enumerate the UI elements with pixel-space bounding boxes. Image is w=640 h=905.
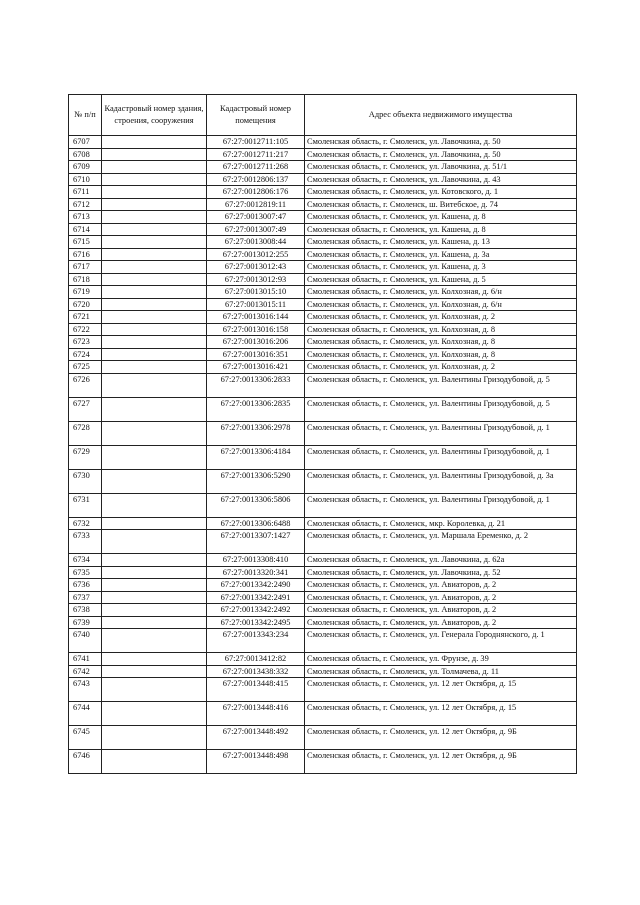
address-cell: Смоленская область, г. Смоленск, ул. Лавочкина, д. 50 <box>305 136 577 149</box>
building-cadastral-cell <box>102 678 207 702</box>
address-cell: Смоленская область, г. Смоленск, ул. Колхозная, д. 6/н <box>305 298 577 311</box>
premises-cadastral-cell: 67:27:0013306:2833 <box>207 373 305 397</box>
building-cadastral-cell <box>102 211 207 224</box>
building-cadastral-cell <box>102 591 207 604</box>
row-number-cell: 6724 <box>69 348 102 361</box>
premises-cadastral-cell: 67:27:0013007:47 <box>207 211 305 224</box>
table-row <box>69 604 577 617</box>
table-body <box>69 136 577 774</box>
address-cell: Смоленская область, г. Смоленск, ул. Колхозная, д. 6/н <box>305 286 577 299</box>
row-number-cell: 6733 <box>69 530 102 554</box>
building-cadastral-cell <box>102 198 207 211</box>
row-number-cell: 6713 <box>69 211 102 224</box>
building-cadastral-cell <box>102 530 207 554</box>
table-row <box>69 616 577 629</box>
table-row <box>69 530 577 554</box>
address-cell: Смоленская область, г. Смоленск, мкр. Королевка, д. 21 <box>305 517 577 530</box>
table-row <box>69 591 577 604</box>
building-cadastral-cell <box>102 336 207 349</box>
building-cadastral-cell <box>102 348 207 361</box>
premises-cadastral-cell: 67:27:0013306:2835 <box>207 397 305 421</box>
table-row <box>69 665 577 678</box>
table-row <box>69 311 577 324</box>
row-number-cell: 6744 <box>69 702 102 726</box>
address-cell: Смоленская область, г. Смоленск, ул. Колхозная, д. 8 <box>305 348 577 361</box>
premises-cadastral-cell: 67:27:0013448:415 <box>207 678 305 702</box>
building-cadastral-cell <box>102 750 207 774</box>
row-number-cell: 6722 <box>69 323 102 336</box>
row-number-cell: 6710 <box>69 173 102 186</box>
table-row <box>69 702 577 726</box>
building-cadastral-cell <box>102 173 207 186</box>
address-cell: Смоленская область, г. Смоленск, ул. Валентины Гризодубовой, д. 3а <box>305 469 577 493</box>
premises-cadastral-cell: 67:27:0013342:2491 <box>207 591 305 604</box>
table-row <box>69 517 577 530</box>
row-number-cell: 6743 <box>69 678 102 702</box>
address-cell: Смоленская область, г. Смоленск, ул. Валентины Гризодубовой, д. 1 <box>305 445 577 469</box>
row-number-cell: 6745 <box>69 726 102 750</box>
row-number-cell: 6731 <box>69 493 102 517</box>
row-number-cell: 6732 <box>69 517 102 530</box>
address-cell: Смоленская область, г. Смоленск, ул. 12 лет Октября, д. 15 <box>305 702 577 726</box>
table-row <box>69 421 577 445</box>
building-cadastral-cell <box>102 311 207 324</box>
row-number-cell: 6741 <box>69 653 102 666</box>
table-row <box>69 286 577 299</box>
address-cell: Смоленская область, г. Смоленск, ул. Кашена, д. 13 <box>305 236 577 249</box>
table-row <box>69 469 577 493</box>
row-number-cell: 6728 <box>69 421 102 445</box>
row-number-cell: 6716 <box>69 248 102 261</box>
premises-cadastral-cell: 67:27:0013448:416 <box>207 702 305 726</box>
address-cell: Смоленская область, г. Смоленск, ул. Фрунзе, д. 39 <box>305 653 577 666</box>
table-row <box>69 223 577 236</box>
building-cadastral-cell <box>102 148 207 161</box>
table-row <box>69 236 577 249</box>
row-number-cell: 6721 <box>69 311 102 324</box>
address-cell: Смоленская область, г. Смоленск, ул. Валентины Гризодубовой, д. 5 <box>305 373 577 397</box>
address-cell: Смоленская область, г. Смоленск, ул. Валентины Гризодубовой, д. 1 <box>305 421 577 445</box>
row-number-cell: 6727 <box>69 397 102 421</box>
address-cell: Смоленская область, г. Смоленск, ул. Лавочкина, д. 51/1 <box>305 161 577 174</box>
row-number-cell: 6746 <box>69 750 102 774</box>
building-cadastral-cell <box>102 445 207 469</box>
table-row <box>69 198 577 211</box>
row-number-cell: 6712 <box>69 198 102 211</box>
table-row <box>69 554 577 567</box>
address-cell: Смоленская область, г. Смоленск, ул. Кашена, д. 3 <box>305 261 577 274</box>
table-row <box>69 348 577 361</box>
premises-cadastral-cell: 67:27:0013306:5806 <box>207 493 305 517</box>
address-cell: Смоленская область, г. Смоленск, ул. Авиаторов, д. 2 <box>305 579 577 592</box>
building-cadastral-cell <box>102 665 207 678</box>
address-cell: Смоленская область, г. Смоленск, ул. 12 лет Октября, д. 9Б <box>305 750 577 774</box>
table-row <box>69 678 577 702</box>
table-row <box>69 173 577 186</box>
building-cadastral-cell <box>102 373 207 397</box>
building-cadastral-cell <box>102 702 207 726</box>
table-row <box>69 579 577 592</box>
table-row <box>69 726 577 750</box>
address-cell: Смоленская область, г. Смоленск, ул. Котовского, д. 1 <box>305 186 577 199</box>
row-number-cell: 6711 <box>69 186 102 199</box>
building-cadastral-cell <box>102 261 207 274</box>
building-cadastral-cell <box>102 186 207 199</box>
building-cadastral-cell <box>102 136 207 149</box>
building-cadastral-cell <box>102 223 207 236</box>
row-number-cell: 6730 <box>69 469 102 493</box>
building-cadastral-cell <box>102 397 207 421</box>
building-cadastral-cell <box>102 361 207 374</box>
header-building-cadastral: Кадастровый номер здания, строения, сооружения <box>102 95 207 136</box>
row-number-cell: 6740 <box>69 629 102 653</box>
row-number-cell: 6714 <box>69 223 102 236</box>
row-number-cell: 6729 <box>69 445 102 469</box>
premises-cadastral-cell: 67:27:0013016:158 <box>207 323 305 336</box>
premises-cadastral-cell: 67:27:0012806:137 <box>207 173 305 186</box>
premises-cadastral-cell: 67:27:0013438:332 <box>207 665 305 678</box>
address-cell: Смоленская область, г. Смоленск, ул. 12 лет Октября, д. 9Б <box>305 726 577 750</box>
building-cadastral-cell <box>102 629 207 653</box>
premises-cadastral-cell: 67:27:0013016:206 <box>207 336 305 349</box>
building-cadastral-cell <box>102 161 207 174</box>
address-cell: Смоленская область, г. Смоленск, ул. 12 лет Октября, д. 15 <box>305 678 577 702</box>
premises-cadastral-cell: 67:27:0013306:6488 <box>207 517 305 530</box>
table-row <box>69 148 577 161</box>
table-row <box>69 397 577 421</box>
premises-cadastral-cell: 67:27:0013015:10 <box>207 286 305 299</box>
row-number-cell: 6720 <box>69 298 102 311</box>
row-number-cell: 6718 <box>69 273 102 286</box>
building-cadastral-cell <box>102 493 207 517</box>
row-number-cell: 6734 <box>69 554 102 567</box>
premises-cadastral-cell: 67:27:0013448:492 <box>207 726 305 750</box>
address-cell: Смоленская область, г. Смоленск, ул. Колхозная, д. 8 <box>305 336 577 349</box>
building-cadastral-cell <box>102 273 207 286</box>
premises-cadastral-cell: 67:27:0012711:105 <box>207 136 305 149</box>
row-number-cell: 6707 <box>69 136 102 149</box>
table-row <box>69 211 577 224</box>
premises-cadastral-cell: 67:27:0013342:2492 <box>207 604 305 617</box>
row-number-cell: 6737 <box>69 591 102 604</box>
address-cell: Смоленская область, г. Смоленск, ул. Маршала Еременко, д. 2 <box>305 530 577 554</box>
table-row <box>69 750 577 774</box>
row-number-cell: 6719 <box>69 286 102 299</box>
row-number-cell: 6723 <box>69 336 102 349</box>
document-page <box>68 94 576 774</box>
building-cadastral-cell <box>102 421 207 445</box>
row-number-cell: 6708 <box>69 148 102 161</box>
row-number-cell: 6738 <box>69 604 102 617</box>
address-cell: Смоленская область, г. Смоленск, ул. Авиаторов, д. 2 <box>305 604 577 617</box>
table-row <box>69 161 577 174</box>
address-cell: Смоленская область, г. Смоленск, ш. Витебское, д. 74 <box>305 198 577 211</box>
row-number-cell: 6709 <box>69 161 102 174</box>
row-number-cell: 6739 <box>69 616 102 629</box>
premises-cadastral-cell: 67:27:0012711:217 <box>207 148 305 161</box>
table-row <box>69 373 577 397</box>
premises-cadastral-cell: 67:27:0013307:1427 <box>207 530 305 554</box>
premises-cadastral-cell: 67:27:0013008:44 <box>207 236 305 249</box>
premises-cadastral-cell: 67:27:0013412:82 <box>207 653 305 666</box>
table-row <box>69 273 577 286</box>
row-number-cell: 6726 <box>69 373 102 397</box>
building-cadastral-cell <box>102 248 207 261</box>
row-number-cell: 6717 <box>69 261 102 274</box>
table-row <box>69 566 577 579</box>
address-cell: Смоленская область, г. Смоленск, ул. Кашена, д. 8 <box>305 211 577 224</box>
table-row <box>69 136 577 149</box>
premises-cadastral-cell: 67:27:0013306:5290 <box>207 469 305 493</box>
table-row <box>69 629 577 653</box>
building-cadastral-cell <box>102 298 207 311</box>
address-cell: Смоленская область, г. Смоленск, ул. Кашена, д. 8 <box>305 223 577 236</box>
address-cell: Смоленская область, г. Смоленск, ул. Колхозная, д. 2 <box>305 311 577 324</box>
address-cell: Смоленская область, г. Смоленск, ул. Толмачева, д. 11 <box>305 665 577 678</box>
address-cell: Смоленская область, г. Смоленск, ул. Авиаторов, д. 2 <box>305 616 577 629</box>
cadastral-table <box>68 94 577 774</box>
table-row <box>69 361 577 374</box>
address-cell: Смоленская область, г. Смоленск, ул. Валентины Гризодубовой, д. 1 <box>305 493 577 517</box>
address-cell: Смоленская область, г. Смоленск, ул. Авиаторов, д. 2 <box>305 591 577 604</box>
header-address: Адрес объекта недвижимого имущества <box>305 95 577 136</box>
address-cell: Смоленская область, г. Смоленск, ул. Генерала Городнянского, д. 1 <box>305 629 577 653</box>
building-cadastral-cell <box>102 236 207 249</box>
premises-cadastral-cell: 67:27:0013016:144 <box>207 311 305 324</box>
address-cell: Смоленская область, г. Смоленск, ул. Лавочкина, д. 62а <box>305 554 577 567</box>
building-cadastral-cell <box>102 286 207 299</box>
address-cell: Смоленская область, г. Смоленск, ул. Колхозная, д. 8 <box>305 323 577 336</box>
premises-cadastral-cell: 67:27:0013012:255 <box>207 248 305 261</box>
header-premises-cadastral: Кадастровый номер помещения <box>207 95 305 136</box>
premises-cadastral-cell: 67:27:0013308:410 <box>207 554 305 567</box>
table-header-row <box>69 95 577 136</box>
address-cell: Смоленская область, г. Смоленск, ул. Кашена, д. 5 <box>305 273 577 286</box>
premises-cadastral-cell: 67:27:0013007:49 <box>207 223 305 236</box>
premises-cadastral-cell: 67:27:0013343:234 <box>207 629 305 653</box>
table-row <box>69 653 577 666</box>
premises-cadastral-cell: 67:27:0012806:176 <box>207 186 305 199</box>
address-cell: Смоленская область, г. Смоленск, ул. Кашена, д. 3а <box>305 248 577 261</box>
premises-cadastral-cell: 67:27:0012711:268 <box>207 161 305 174</box>
building-cadastral-cell <box>102 653 207 666</box>
premises-cadastral-cell: 67:27:0013016:421 <box>207 361 305 374</box>
row-number-cell: 6742 <box>69 665 102 678</box>
address-cell: Смоленская область, г. Смоленск, ул. Лавочкина, д. 52 <box>305 566 577 579</box>
table-row <box>69 186 577 199</box>
premises-cadastral-cell: 67:27:0013342:2490 <box>207 579 305 592</box>
row-number-cell: 6715 <box>69 236 102 249</box>
table-row <box>69 445 577 469</box>
table-row <box>69 248 577 261</box>
building-cadastral-cell <box>102 604 207 617</box>
building-cadastral-cell <box>102 579 207 592</box>
building-cadastral-cell <box>102 554 207 567</box>
premises-cadastral-cell: 67:27:0013306:2978 <box>207 421 305 445</box>
row-number-cell: 6725 <box>69 361 102 374</box>
premises-cadastral-cell: 67:27:0013012:93 <box>207 273 305 286</box>
building-cadastral-cell <box>102 726 207 750</box>
row-number-cell: 6736 <box>69 579 102 592</box>
building-cadastral-cell <box>102 616 207 629</box>
header-number: № п/п <box>69 95 102 136</box>
table-row <box>69 261 577 274</box>
premises-cadastral-cell: 67:27:0013016:351 <box>207 348 305 361</box>
table-row <box>69 323 577 336</box>
building-cadastral-cell <box>102 323 207 336</box>
table-row <box>69 298 577 311</box>
premises-cadastral-cell: 67:27:0013015:11 <box>207 298 305 311</box>
premises-cadastral-cell: 67:27:0013320:341 <box>207 566 305 579</box>
row-number-cell: 6735 <box>69 566 102 579</box>
address-cell: Смоленская область, г. Смоленск, ул. Колхозная, д. 2 <box>305 361 577 374</box>
premises-cadastral-cell: 67:27:0013342:2495 <box>207 616 305 629</box>
address-cell: Смоленская область, г. Смоленск, ул. Лавочкина, д. 43 <box>305 173 577 186</box>
address-cell: Смоленская область, г. Смоленск, ул. Лавочкина, д. 50 <box>305 148 577 161</box>
premises-cadastral-cell: 67:27:0012819:11 <box>207 198 305 211</box>
building-cadastral-cell <box>102 469 207 493</box>
premises-cadastral-cell: 67:27:0013448:498 <box>207 750 305 774</box>
building-cadastral-cell <box>102 517 207 530</box>
building-cadastral-cell <box>102 566 207 579</box>
address-cell: Смоленская область, г. Смоленск, ул. Валентины Гризодубовой, д. 5 <box>305 397 577 421</box>
premises-cadastral-cell: 67:27:0013306:4184 <box>207 445 305 469</box>
table-row <box>69 493 577 517</box>
table-row <box>69 336 577 349</box>
premises-cadastral-cell: 67:27:0013012:43 <box>207 261 305 274</box>
